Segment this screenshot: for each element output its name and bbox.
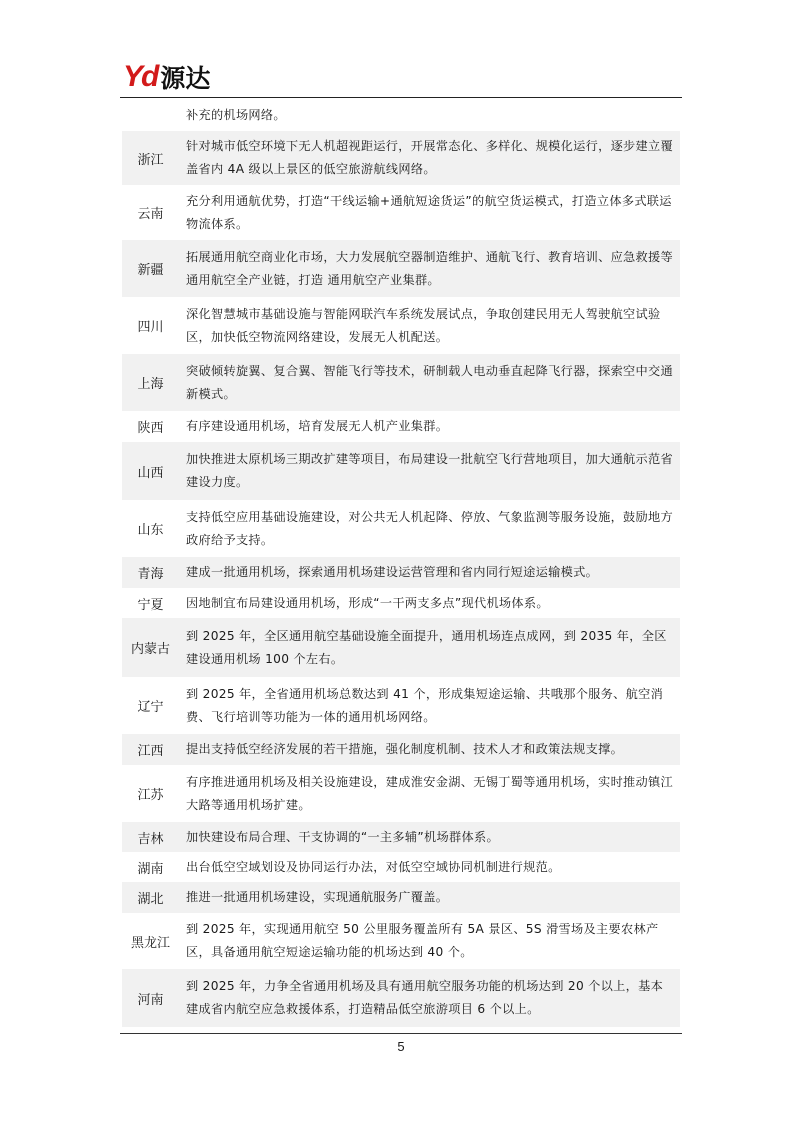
logo-mark: Yd — [123, 60, 158, 93]
table-row — [122, 354, 680, 411]
table-row — [122, 297, 680, 354]
table-row — [122, 411, 680, 442]
province-cell: 山东 — [137, 523, 164, 538]
table-row — [122, 618, 680, 677]
description-cell: 提出支持低空经济发展的若干措施，强化制度机制、技术人才和政策法规支撑。 — [186, 742, 624, 756]
description-cell: 有序建设通用机场，培育发展无人机产业集群。 — [186, 419, 449, 433]
table-row — [122, 588, 680, 618]
table-row — [122, 500, 680, 557]
province-cell: 江苏 — [137, 788, 164, 803]
province-cell: 浙江 — [137, 152, 164, 168]
description-cell: 到 2025 年，实现通用航空 50 公里服务覆盖所有 5A 景区、5S 滑雪场及主要农林产区，具备通用航空短途运输功能的机场达到 40 个。 — [186, 922, 659, 959]
province-cell: 青海 — [137, 567, 164, 582]
province-cell: 内蒙古 — [130, 642, 170, 657]
province-cell: 云南 — [137, 207, 164, 222]
description-cell: 充分利用通航优势，打造“干线运输+通航短途货运”的航空货运模式，打造立体多式联运物流体系。 — [186, 193, 672, 231]
table-row — [122, 442, 680, 500]
table-row — [122, 185, 680, 240]
description-cell: 出台低空空域划设及协同运行办法，对低空空域协同机制进行规范。 — [186, 859, 561, 874]
table-row — [122, 765, 680, 822]
description-cell: 到 2025 年，力争全省通用机场及具有通用航空服务功能的机场达到 20 个以上，基本建成省内航空应急救援体系，打造精品低空旅游项目 6 个以上。 — [186, 979, 664, 1016]
table-row — [122, 734, 680, 765]
province-cell: 黑龙江 — [130, 935, 170, 951]
province-cell: 辽宁 — [137, 700, 164, 715]
header-divider — [120, 97, 682, 98]
province-cell: 山西 — [137, 465, 164, 481]
table-row-continued — [122, 100, 680, 131]
description-cell: 因地制宜布局建设通用机场，形成“一干两支多点”现代机场体系。 — [186, 595, 549, 610]
province-cell: 上海 — [137, 377, 164, 392]
description-cell: 突破倾转旋翼、复合翼、智能飞行等技术，研制载人电动垂直起降飞行器，探索空中交通新模式。 — [186, 363, 674, 401]
table-row — [122, 913, 680, 969]
logo-name: 源达 — [160, 64, 211, 93]
description-cell: 到 2025 年，全区通用航空基础设施全面提升，通用机场连点成网，到 2035 年，全区建设通用机场 100 个左右。 — [186, 628, 667, 666]
province-cell: 宁夏 — [137, 597, 164, 613]
policy-table — [122, 100, 680, 1027]
description-cell: 拓展通用航空商业化市场，大力发展航空器制造维护、通航飞行、教育培训、应急救援等通用航空全产业链，打造 通用航空产业集群。 — [186, 249, 674, 287]
description-cell: 推进一批通用机场建设，实现通航服务广覆盖。 — [186, 890, 449, 904]
table-row — [122, 969, 680, 1027]
description-cell: 深化智慧城市基础设施与智能网联汽车系统发展试点，争取创建民用无人驾驶航空试验区，加快低空物流网络建设，发展无人机配送。 — [186, 306, 661, 344]
province-cell: 湖北 — [137, 892, 164, 907]
province-cell: 陕西 — [137, 421, 164, 436]
description-cell: 到 2025 年，全省通用机场总数达到 41 个，形成集短途运输、共哦那个服务、航空消费、飞行培训等功能为一体的通用机场网络。 — [186, 686, 664, 724]
table-row — [122, 240, 680, 297]
source-logo — [123, 60, 210, 94]
description-cell: 加快建设布局合理、干支协调的“一主多辅”机场群体系。 — [186, 829, 499, 844]
table-row — [122, 677, 680, 734]
province-cell: 河南 — [137, 992, 164, 1008]
table-row — [122, 882, 680, 913]
description-cell: 加快推进太原机场三期改扩建等项目，布局建设一批航空飞行营地项目，加大通航示范省建设力度。 — [186, 452, 674, 489]
province-cell: 四川 — [137, 320, 164, 335]
province-cell: 吉林 — [137, 831, 164, 847]
province-cell: 新疆 — [137, 263, 164, 278]
province-cell: 江西 — [137, 744, 164, 759]
table-row — [122, 131, 680, 185]
table-row — [122, 822, 680, 852]
table-row — [122, 852, 680, 882]
description-cell: 有序推进通用机场及相关设施建设，建成淮安金湖、无锡丁蜀等通用机场，实时推动镇江大路等通用机场扩建。 — [186, 774, 674, 812]
description-cell: 补充的机场网络。 — [186, 108, 286, 122]
page-number: 5 — [397, 1039, 405, 1054]
description-cell: 针对城市低空环境下无人机超视距运行，开展常态化、多样化、规模化运行，逐步建立覆盖省内 4A 级以上景区的低空旅游航线网络。 — [186, 139, 674, 176]
description-cell: 支持低空应用基础设施建设，对公共无人机起降、停放、气象监测等服务设施，鼓励地方政府给予支持。 — [186, 509, 674, 547]
description-cell: 建成一批通用机场，探索通用机场建设运营管理和省内同行短途运输模式。 — [186, 565, 599, 579]
province-cell: 湖南 — [137, 861, 164, 877]
footer-divider — [120, 1033, 682, 1034]
table-row — [122, 557, 680, 588]
